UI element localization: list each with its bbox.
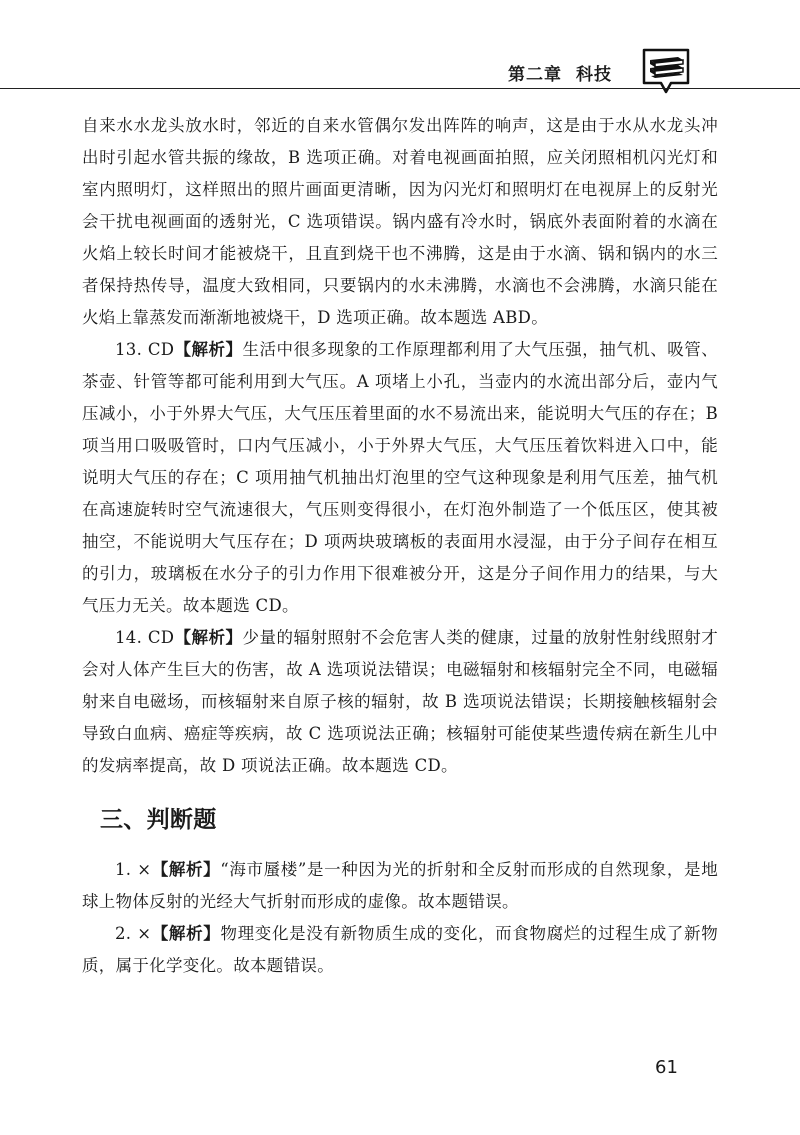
page-number: 61 — [655, 1057, 678, 1078]
answer-14 — [82, 622, 718, 782]
answer-14-number: 14. CD — [115, 628, 175, 647]
judgment-1-tag: 【解析】 — [151, 860, 221, 879]
page-content — [82, 110, 718, 982]
answer-14-tag: 【解析】 — [174, 628, 243, 647]
chapter-label — [508, 60, 626, 85]
header-rule — [0, 88, 800, 89]
answer-13 — [82, 334, 718, 622]
judgment-2-tag: 【解析】 — [151, 924, 221, 943]
answer-13-tag: 【解析】 — [174, 340, 243, 359]
judgment-2-text: 物理变化是没有新物质生成的变化，而食物腐烂的过程生成了新物质，属于化学变化。故本题错误。 — [82, 924, 719, 975]
page-header — [0, 0, 800, 100]
chapter-title: 科技 — [576, 65, 612, 85]
judgment-2 — [82, 918, 718, 982]
judgment-1-number: 1. × — [115, 860, 152, 879]
judgment-1 — [82, 854, 718, 918]
answer-13-text: 生活中很多现象的工作原理都利用了大气压强，抽气机、吸管、茶壶、针管等都可能利用到大气压。A 项堵上小孔，当壶内的水流出部分后，壶内气压减小，小于外界大气压，大气压压着里面的水不易流出来，能说明大气压的存在；B 项当用口吸吸管时，口内气压减小，小于外界大气压，大气压压着饮料进入口中，能说明大气压的存在；C 项用抽气机抽出灯泡里的空气这种现象是利用气压差，抽气机在高速旋转时空气流速很大，气压则变得很小，在灯泡外制造了一个低压区，使其被抽空，不能说明大气压存在；D 项两块玻璃板的表面用水浸湿，由于分子间存在相互的引力，玻璃板在水分子的引力作用下很难被分开，这是分子间作用力的结果，与大气压力无关。故本题选 CD。 — [82, 340, 719, 615]
answer-13-number: 13. CD — [115, 340, 175, 359]
section-title: 三、判断题 — [100, 807, 217, 833]
answer-14-text: 少量的辐射照射不会危害人类的健康，过量的放射性射线照射才会对人体产生巨大的伤害，故 A 选项说法错误；电磁辐射和核辐射完全不同，电磁辐射来自电磁场，而核辐射来自原子核的辐射，故 B 选项说法错误；长期接触核辐射会导致白血病、癌症等疾病，故 C 选项说法正确；核辐射可能使某些遗传病在新生儿中的发病率提高，故 D 项说法正确。故本题选 CD。 — [82, 628, 719, 775]
judgment-2-number: 2. × — [115, 924, 152, 943]
chapter-number: 第二章 — [508, 65, 562, 85]
judgment-1-text: “海市蜃楼”是一种因为光的折射和全反射而形成的自然现象，是地球上物体反射的光经大气折射而形成的虚像。故本题错误。 — [82, 860, 719, 911]
paragraph-continuation: 自来水水龙头放水时，邻近的自来水管偶尔发出阵阵的响声，这是由于水从水龙头冲出时引起水管共振的缘故，B 选项正确。对着电视画面拍照，应关闭照相机闪光灯和室内照明灯，这样照出的照片画面更清晰，因为闪光灯和照明灯在电视屏上的反射光会干扰电视画面的透射光，C 选项错误。锅内盛有冷水时，锅底外表面附着的水滴在火焰上较长时间才能被烧干，且直到烧干也不沸腾，这是由于水滴、锅和锅内的水三者保持热传导，温度大致相同，只要锅内的水未沸腾，水滴也不会沸腾，水滴只能在火焰上靠蒸发而渐渐地被烧干，D 选项正确。故本题选 ABD。 — [82, 116, 718, 327]
